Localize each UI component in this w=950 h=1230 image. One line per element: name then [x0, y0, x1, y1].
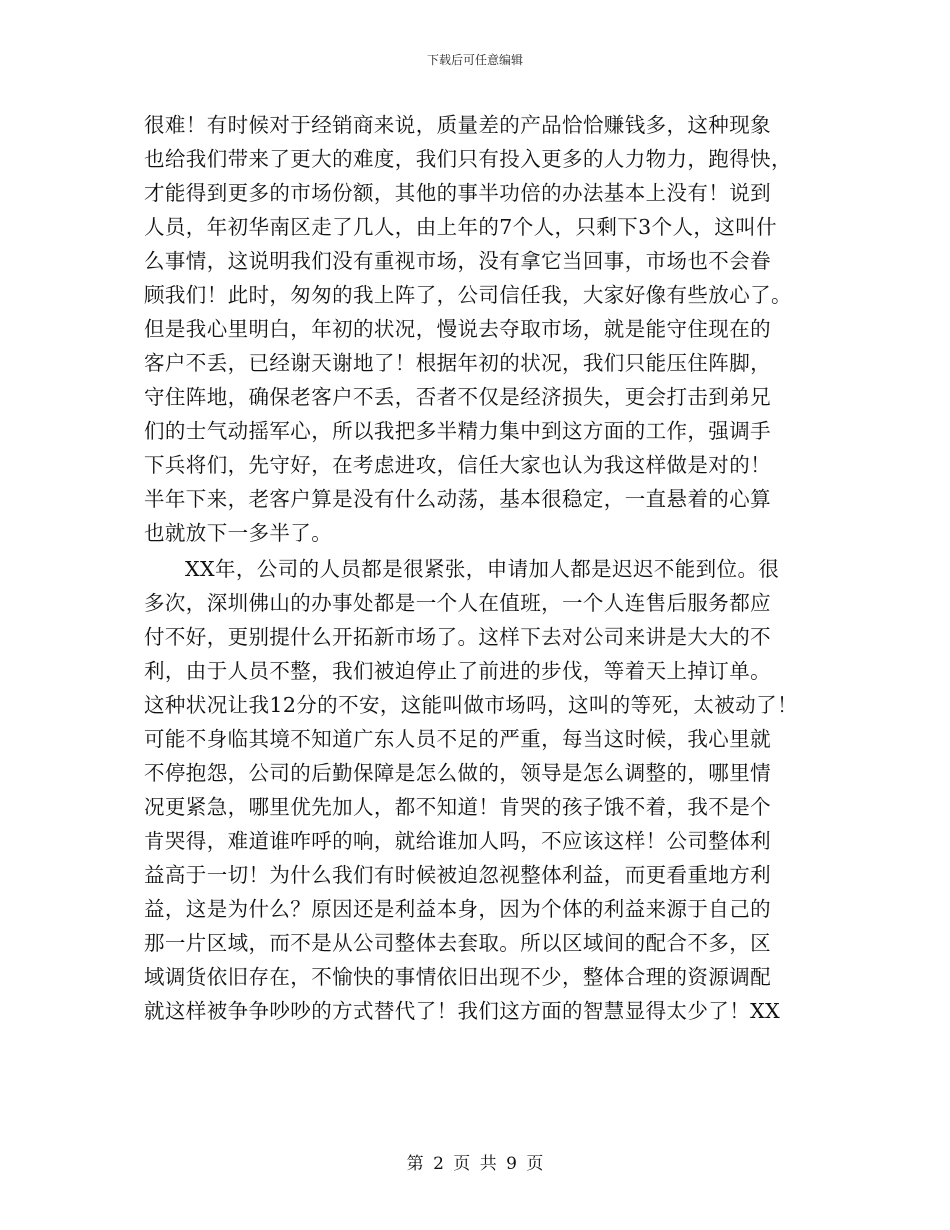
text-line: 况更紧急，哪里优先加人，都不知道！肯哭的孩子饿不着，我不是个 [144, 795, 771, 819]
text-line: 也给我们带来了更大的难度，我们只有投入更多的人力物力，跑得快， [144, 147, 792, 171]
text-line: 益，这是为什么？原因还是利益本身，因为个体的利益来源于自己的 [144, 897, 771, 921]
text-line: 多次，深圳佛山的办事处都是一个人在值班，一个人连售后服务都应 [144, 591, 771, 615]
text-line: 肯哭得，难道谁咋呼的响，就给谁加人吗，不应该这样！公司整体利 [144, 829, 771, 853]
text-line: 才能得到更多的市场份额，其他的事半功倍的办法基本上没有！说到 [144, 181, 771, 205]
paragraph-2 [144, 552, 804, 1028]
text-line: 域调货依旧存在，不愉快的事情依旧出现不少，整体合理的资源调配 [144, 965, 771, 989]
text-line: 也就放下一多半了。 [144, 521, 333, 545]
text-line: 顾我们！此时，匆匆的我上阵了，公司信任我，大家好像有些放心了。 [144, 283, 792, 307]
text-line-indented: XX年，公司的人员都是很紧张，申请加人都是迟迟不能到位。很 [185, 557, 780, 581]
page-header: 下载后可任意编辑 [426, 53, 523, 67]
text-line: 可能不身临其境不知道广东人员不足的严重，每当这时候，我心里就 [144, 727, 771, 751]
document-body [144, 108, 804, 1028]
text-line: 益高于一切！为什么我们有时候被迫忽视整体利益，而更看重地方利 [144, 863, 771, 887]
text-line: 但是我心里明白，年初的状况，慢说去夺取市场，就是能守住现在的 [144, 317, 771, 341]
text-line: 么事情，这说明我们没有重视市场，没有拿它当回事，市场也不会眷 [144, 249, 771, 273]
text-line: 不停抱怨，公司的后勤保障是怎么做的，领导是怎么调整的，哪里情 [144, 761, 771, 785]
text-line: 利，由于人员不整，我们被迫停止了前进的步伐，等着天上掉订单。 [144, 659, 771, 683]
text-line: 守住阵地，确保老客户不丢，否者不仅是经济损失，更会打击到弟兄 [144, 385, 771, 409]
text-line: 下兵将们，先守好，在考虑进攻，信任大家也认为我这样做是对的！ [144, 453, 771, 477]
text-line: 那一片区域，而不是从公司整体去套取。所以区域间的配合不多，区 [144, 931, 771, 955]
text-line: 们的士气动摇军心，所以我把多半精力集中到这方面的工作，强调手 [144, 419, 771, 443]
text-line: 这种状况让我12分的不安，这能叫做市场吗，这叫的等死，太被动了！ [144, 693, 798, 717]
text-line: 付不好，更别提什么开拓新市场了。这样下去对公司来讲是大大的不 [144, 625, 771, 649]
text-line: 人员，年初华南区走了几人，由上年的7个人，只剩下3个人，这叫什 [144, 215, 777, 239]
text-line: 客户不丢，已经谢天谢地了！根据年初的状况，我们只能压住阵脚， [144, 351, 771, 375]
text-line: 很难！有时候对于经销商来说，质量差的产品恰恰赚钱多，这种现象 [144, 113, 771, 137]
page-footer: 第 2 页 共 9 页 [406, 1154, 544, 1174]
paragraph-1 [144, 108, 804, 550]
text-line: 半年下来，老客户算是没有什么动荡，基本很稳定，一直悬着的心算 [144, 487, 771, 511]
text-line: 就这样被争争吵吵的方式替代了！我们这方面的智慧显得太少了！XX [144, 999, 781, 1023]
